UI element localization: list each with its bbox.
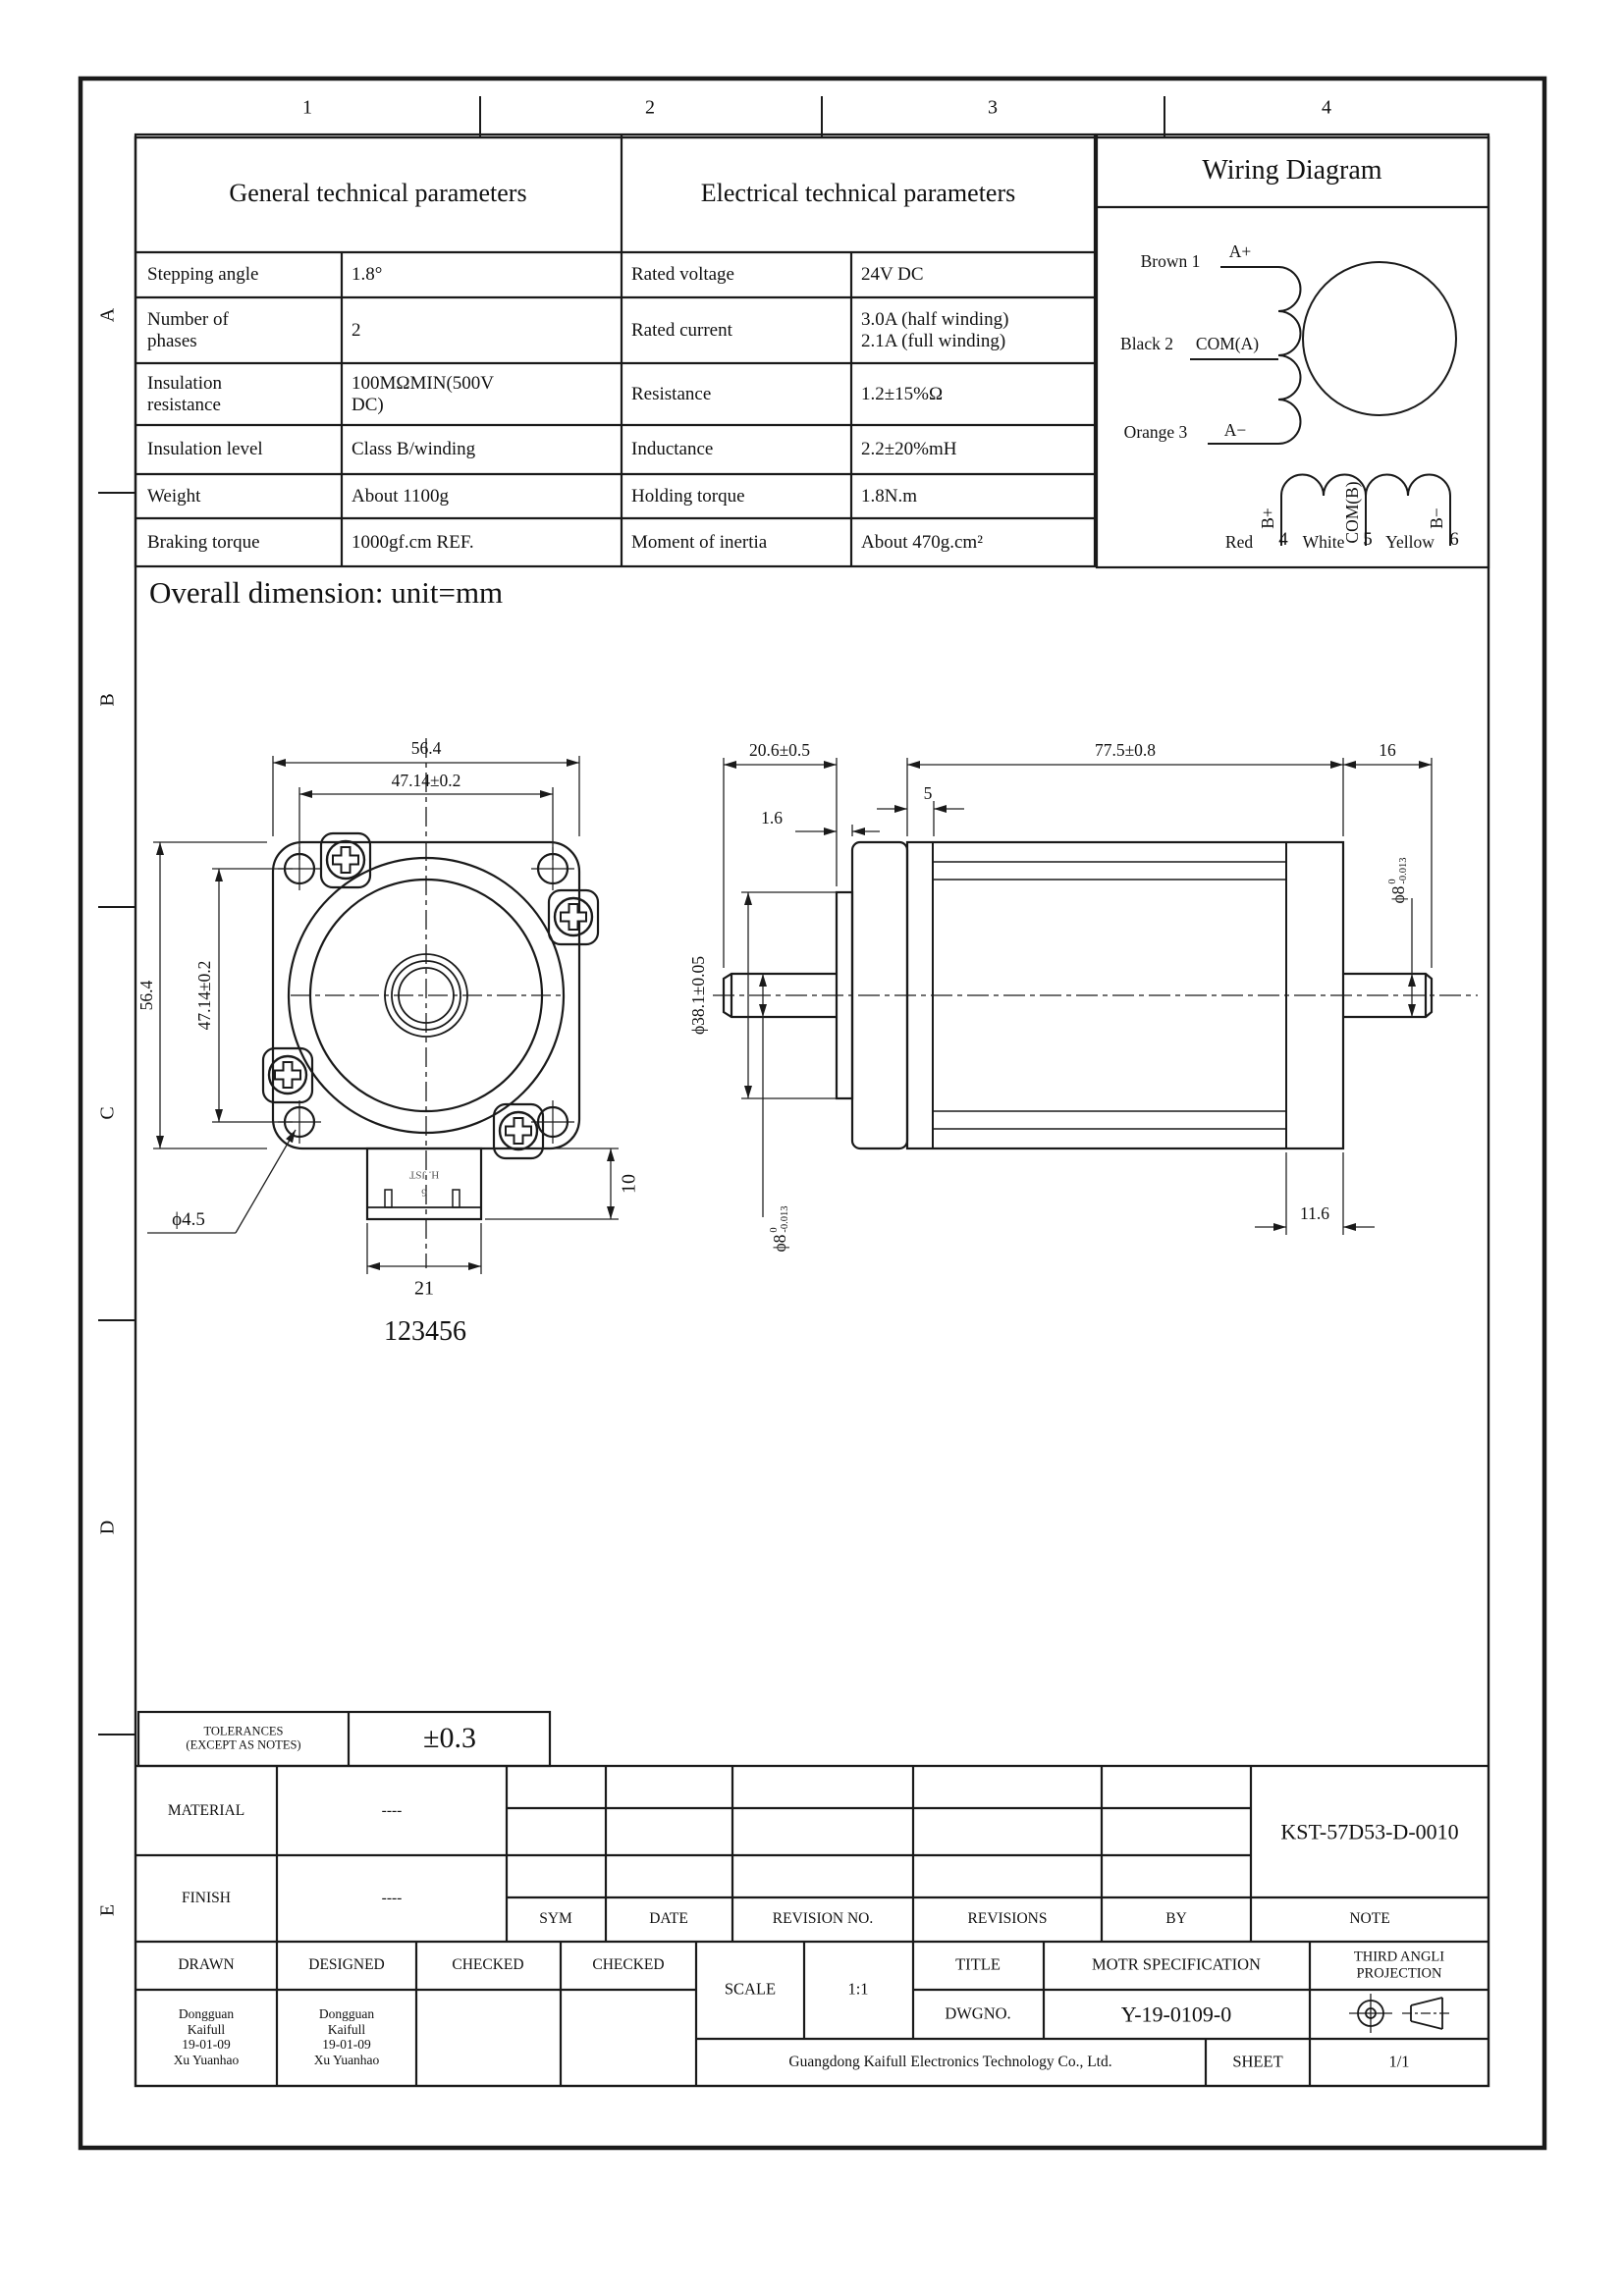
dim-phi-8-rear	[1387, 857, 1409, 903]
note-header: NOTE	[1349, 1910, 1390, 1928]
company-name: Guangdong Kaifull Electronics Technology Co., Ltd.	[788, 2054, 1112, 2071]
electrical-row-value: About 470g.cm²	[861, 531, 983, 553]
electrical-row-value: 1.8N.m	[861, 485, 917, 507]
sheet-label: SHEET	[1232, 2052, 1283, 2071]
general-row-label: Insulation level	[147, 439, 263, 460]
general-row-value: Class B/winding	[352, 439, 476, 460]
general-row-value: 1000gf.cm REF.	[352, 531, 474, 553]
dim-10: 10	[618, 1174, 640, 1194]
dim-11-6: 11.6	[1300, 1202, 1329, 1223]
electrical-table-title: Electrical technical parameters	[700, 179, 1016, 208]
connector-code: 123456	[384, 1315, 466, 1347]
electrical-row-label: Inductance	[631, 439, 714, 460]
drawn-header: DRAWN	[178, 1956, 235, 1974]
third-angle-projection-icon	[1349, 1994, 1451, 2033]
wire-6-label: 6	[1449, 529, 1459, 551]
electrical-row-label: Holding torque	[631, 485, 745, 507]
finish-value: ----	[381, 1890, 403, 1907]
dwg-no-label: DWGNO.	[945, 2003, 1011, 2023]
wire-red-label: Red	[1224, 531, 1254, 552]
general-row-label: Weight	[147, 485, 201, 507]
dim-56-4-left: 56.4	[135, 980, 156, 1011]
dim-20-6: 20.6±0.5	[748, 739, 811, 760]
general-row-label: Insulation	[147, 372, 222, 394]
wire-orange-label: Orange 3	[1123, 421, 1188, 442]
general-row-label2: phases	[147, 330, 197, 351]
frame-col-2: 2	[645, 96, 655, 119]
dim-phi-38-1: ϕ38.1±0.05	[687, 955, 708, 1036]
frame-col-4: 4	[1322, 96, 1331, 119]
electrical-row-label: Moment of inertia	[631, 531, 768, 553]
general-row-label2: resistance	[147, 394, 221, 415]
terminal-com-b: COM(B)	[1341, 481, 1362, 544]
revision-no-header: REVISION NO.	[772, 1910, 874, 1928]
general-row-value2: DC)	[352, 394, 384, 415]
drawn-value: Dongguan Kaifull 19-01-09 Xu Yuanhao	[173, 2005, 240, 2067]
general-row-value: About 1100g	[352, 485, 450, 507]
phase-b-coil	[1281, 475, 1450, 497]
dim-47-14-left: 47.14±0.2	[193, 960, 214, 1031]
electrical-row-value2: 2.1A (full winding)	[861, 330, 1006, 351]
electrical-row-label: Rated current	[631, 319, 732, 341]
dim-phi-4-5: ϕ4.5	[172, 1209, 205, 1231]
terminal-com-a: COM(A)	[1195, 333, 1260, 353]
frame-row-b: B	[96, 693, 119, 707]
phi8-front-tolerance: 0 -0.013	[768, 1205, 790, 1233]
wiring-linework	[1190, 262, 1456, 546]
dim-16: 16	[1379, 739, 1396, 760]
revisions-header: REVISIONS	[967, 1910, 1048, 1928]
wire-4-label: 4	[1278, 529, 1288, 551]
frame-col-1: 1	[302, 96, 312, 119]
motor-circle	[1303, 262, 1456, 415]
frame-row-e: E	[96, 1903, 119, 1917]
wire-5-label: 5	[1363, 529, 1373, 551]
terminal-b-minus: B−	[1426, 507, 1446, 529]
side-view	[713, 758, 1478, 1235]
title-value: MOTR SPECIFICATION	[1092, 1954, 1261, 1974]
wiring-title: Wiring Diagram	[1202, 154, 1382, 186]
tolerances-label-line1: TOLERANCES	[203, 1724, 284, 1738]
sym-header: SYM	[539, 1910, 572, 1928]
material-value: ----	[381, 1802, 403, 1820]
phi8-front-base: ϕ8	[769, 1234, 789, 1253]
dim-21: 21	[414, 1277, 434, 1300]
sheet-value: 1/1	[1388, 2052, 1410, 2071]
designed-value: Dongguan Kaifull 19-01-09 Xu Yuanhao	[313, 2005, 380, 2067]
phi8-rear-tolerance: 0 -0.013	[1386, 857, 1409, 884]
wire-brown-label: Brown 1	[1140, 250, 1201, 271]
date-header: DATE	[649, 1910, 688, 1928]
wire-white-label: White	[1302, 531, 1345, 552]
tolerance-value: ±0.3	[423, 1721, 476, 1754]
dim-5: 5	[923, 782, 933, 803]
phi8-rear-base: ϕ8	[1387, 885, 1408, 904]
terminal-b-plus: B+	[1257, 507, 1277, 529]
general-row-label: Braking torque	[147, 531, 260, 553]
electrical-row-value: 2.2±20%mH	[861, 439, 957, 460]
designed-header: DESIGNED	[308, 1956, 385, 1974]
terminal-a-minus: A−	[1223, 419, 1247, 440]
electrical-row-value: 24V DC	[861, 264, 924, 286]
checked-header-2: CHECKED	[592, 1956, 665, 1974]
third-angle-label: THIRD ANGLI PROJECTION	[1353, 1949, 1445, 1981]
by-header: BY	[1165, 1910, 1187, 1928]
side-view-dimensions	[724, 758, 1432, 1235]
wire-black-label: Black 2	[1120, 333, 1173, 353]
checked-header-1: CHECKED	[452, 1956, 524, 1974]
title-label: TITLE	[955, 1954, 1001, 1974]
general-row-label: Number of	[147, 308, 229, 330]
dim-47-14-top: 47.14±0.2	[391, 770, 461, 790]
frame-row-a: A	[96, 307, 119, 323]
scale-label: SCALE	[724, 1979, 777, 1999]
general-row-value: 2	[352, 319, 361, 341]
tolerances-label-line2: (EXCEPT AS NOTES)	[186, 1738, 301, 1752]
front-view	[147, 738, 619, 1274]
dim-1-6: 1.6	[761, 807, 783, 828]
connector-marking-text: H. JST	[408, 1168, 440, 1181]
dim-phi-8-front	[769, 1205, 790, 1252]
wire-yellow-label: Yellow	[1385, 531, 1435, 552]
overall-dimension-title: Overall dimension: unit=mm	[149, 575, 504, 610]
dwg-no-value: Y-19-0109-0	[1120, 2002, 1232, 2027]
phase-a-coil	[1278, 267, 1301, 444]
terminal-a-plus: A+	[1228, 240, 1252, 261]
frame-row-c: C	[96, 1106, 119, 1120]
scale-value: 1:1	[847, 1979, 869, 1999]
dim-77-5: 77.5±0.8	[1094, 739, 1157, 760]
general-row-label: Stepping angle	[147, 264, 259, 286]
general-table-title: General technical parameters	[229, 179, 527, 208]
connector-marking-num: 6	[421, 1186, 427, 1199]
front-view-dimensions	[147, 756, 619, 1274]
frame-col-3: 3	[988, 96, 998, 119]
part-number: KST-57D53-D-0010	[1280, 1819, 1459, 1844]
electrical-row-label: Resistance	[631, 383, 712, 404]
material-label: MATERIAL	[167, 1802, 245, 1820]
electrical-row-label: Rated voltage	[631, 264, 734, 286]
general-row-value: 1.8°	[352, 264, 383, 286]
general-row-value: 100MΩMIN(500V	[352, 372, 495, 394]
dim-56-4-top: 56.4	[410, 737, 442, 758]
frame-row-d: D	[96, 1520, 119, 1535]
electrical-row-value: 1.2±15%Ω	[861, 383, 944, 404]
electrical-row-value: 3.0A (half winding)	[861, 308, 1009, 330]
finish-label: FINISH	[182, 1890, 231, 1907]
